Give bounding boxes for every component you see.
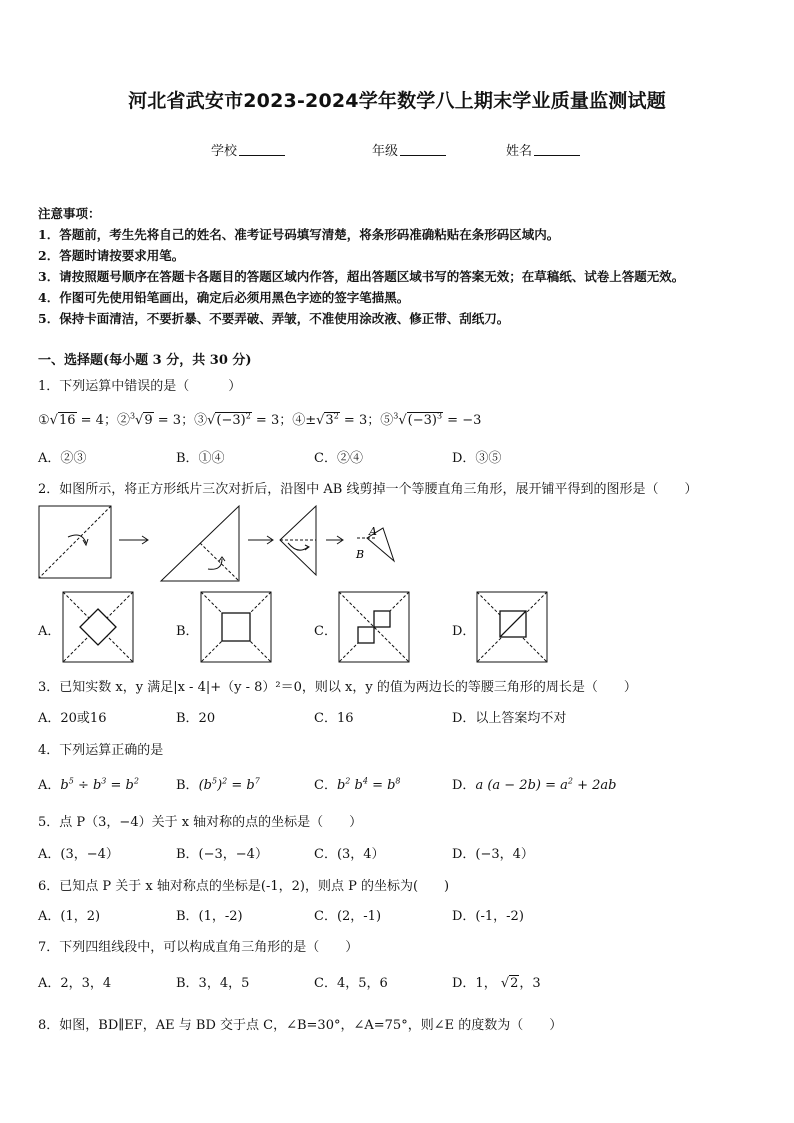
q7-option-d[interactable]: D．1， √2，3	[452, 976, 541, 991]
q3-option-c[interactable]: C．16	[314, 711, 354, 726]
grade-field[interactable]	[372, 140, 446, 159]
note-item: 5．保持卡面清洁，不要折暴、不要弄破、弄皱，不准使用涂改液、修正带、刮纸刀。	[38, 311, 510, 326]
q7-option-b[interactable]: B．3，4，5	[176, 976, 250, 991]
option-c-figure[interactable]	[338, 591, 410, 663]
q7-option-a[interactable]: A．2，3，4	[38, 976, 112, 991]
q1-option-d[interactable]: D．③⑤	[452, 451, 502, 466]
sqrt-2: √2	[500, 976, 519, 991]
q4-option-a[interactable]: A．$b^5 \div b^3 = b^2$	[38, 776, 139, 793]
q4-a-formula: $b^5 \div b^3 = b^2$	[60, 776, 139, 793]
q4-c-formula: $b^2$ $b^4 = b^8$	[336, 776, 401, 793]
q6-option-b[interactable]: B．(1，-2)	[176, 909, 243, 924]
q5-option-c[interactable]: C．(3，4）	[314, 847, 385, 862]
question-8-stem: 8．如图，BD∥EF，AE 与 BD 交于点 C，∠B=30°，∠A=75°，则∠E 的度数为（ ）	[38, 1018, 563, 1033]
section-heading: 一、选择题(每小题 3 分，共 30 分)	[38, 353, 252, 368]
q4-option-c[interactable]: C．$b^2$ $b^4 = b^8$	[314, 776, 401, 793]
q3-option-a[interactable]: A．20或16	[38, 711, 107, 726]
name-blank[interactable]	[534, 143, 580, 156]
q4-d-formula: a $(a - 2b) = a^2 + 2ab$	[475, 776, 617, 793]
label-b: B	[356, 548, 365, 561]
option-a-figure[interactable]	[62, 591, 134, 663]
q5-option-d[interactable]: D．(−3，4）	[452, 847, 534, 862]
q2-option-b[interactable]: B．	[176, 624, 199, 639]
expr-2: $^3$√9 = 3	[129, 411, 182, 428]
q6-option-d[interactable]: D．(-1，-2)	[452, 909, 524, 924]
note-item: 1．答题前，考生先将自己的姓名、准考证号码填写清楚，将条形码准确粘贴在条形码区域内。	[38, 227, 560, 242]
question-4-stem: 4．下列运算正确的是	[38, 743, 164, 758]
q6-option-c[interactable]: C．(2，-1)	[314, 909, 382, 924]
option-d-figure[interactable]	[476, 591, 548, 663]
school-blank[interactable]	[239, 143, 285, 156]
question-1-stem: 1．下列运算中错误的是（ ）	[38, 379, 242, 394]
q2-option-c[interactable]: C．	[314, 624, 337, 639]
q3-option-b[interactable]: B．20	[176, 711, 216, 726]
notes-section	[38, 203, 768, 329]
q3-option-d[interactable]: D．以上答案均不对	[452, 711, 567, 726]
notes-heading: 注意事项：	[38, 206, 101, 221]
q7-option-c[interactable]: C．4，5，6	[314, 976, 388, 991]
question-1-expression: ①√16 = 4；②$^3$√9 = 3；$③√(-3)^2 = 3$；$④\pm√3^2 = 3$；$⑤^3√(-3)^3 = -3$	[38, 411, 482, 428]
question-3-stem: 3．已知实数 x，y 满足|x - 4|+（y - 8）²＝0，则以 x，y 的值为两边长的等腰三角形的周长是（ ）	[38, 680, 637, 695]
grade-label: 年级	[372, 144, 399, 159]
q4-option-d[interactable]: D．a $(a - 2b) = a^2 + 2ab$	[452, 776, 617, 793]
q1-option-a[interactable]: A．②③	[38, 451, 87, 466]
page-title: 河北省武安市2023-2024学年数学八上期末学业质量监测试题	[128, 90, 666, 112]
question-7-stem: 7．下列四组线段中，可以构成直角三角形的是（ ）	[38, 940, 359, 955]
note-item: 4．作图可先使用铅笔画出，确定后必须用黑色字迹的签字笔描黑。	[38, 290, 410, 305]
school-label: 学校	[211, 144, 238, 159]
expr-3: $√(-3)^2 = 3$	[207, 411, 280, 428]
question-5-stem: 5．点 P（3，−4）关于 x 轴对称的点的坐标是（ ）	[38, 815, 363, 830]
question-6-stem: 6．已知点 P 关于 x 轴对称点的坐标是(-1，2)，则点 P 的坐标为( )	[38, 879, 450, 894]
note-item: 2．答题时请按要求用笔。	[38, 248, 185, 263]
q5-option-a[interactable]: A．(3，−4）	[38, 847, 119, 862]
q4-option-b[interactable]: B．$(b^5)^2 = b^7$	[176, 776, 260, 793]
q4-b-formula: $(b^5)^2 = b^7$	[198, 776, 260, 793]
expr-4: $√3^2 = 3$	[316, 411, 368, 428]
expr-1: √16 = 4	[49, 413, 104, 428]
q1-option-c[interactable]: C．②④	[314, 451, 363, 466]
question-2-stem: 2．如图所示，将正方形纸片三次对折后，沿图中 AB 线剪掉一个等腰直角三角形，展开铺平得到的图形是（ ）	[38, 482, 698, 497]
label-a: A	[369, 525, 377, 538]
q2-option-d[interactable]: D．	[452, 624, 476, 639]
q2-option-a[interactable]: A．	[38, 624, 61, 639]
q1-option-b[interactable]: B．①④	[176, 451, 225, 466]
option-b-figure[interactable]	[200, 591, 272, 663]
grade-blank[interactable]	[400, 143, 446, 156]
school-field[interactable]	[211, 140, 285, 159]
name-field[interactable]	[506, 140, 580, 159]
name-label: 姓名	[506, 144, 533, 159]
q6-option-a[interactable]: A．(1，2)	[38, 909, 101, 924]
q5-option-b[interactable]: B．(−3，−4）	[176, 847, 268, 862]
expr-5: $^3√(-3)^3 = -3$	[393, 411, 482, 428]
note-item: 3．请按照题号顺序在答题卡各题目的答题区域内作答，超出答题区域书写的答案无效；在草稿纸、试卷上答题无效。	[38, 269, 685, 284]
folding-diagram	[36, 503, 436, 585]
